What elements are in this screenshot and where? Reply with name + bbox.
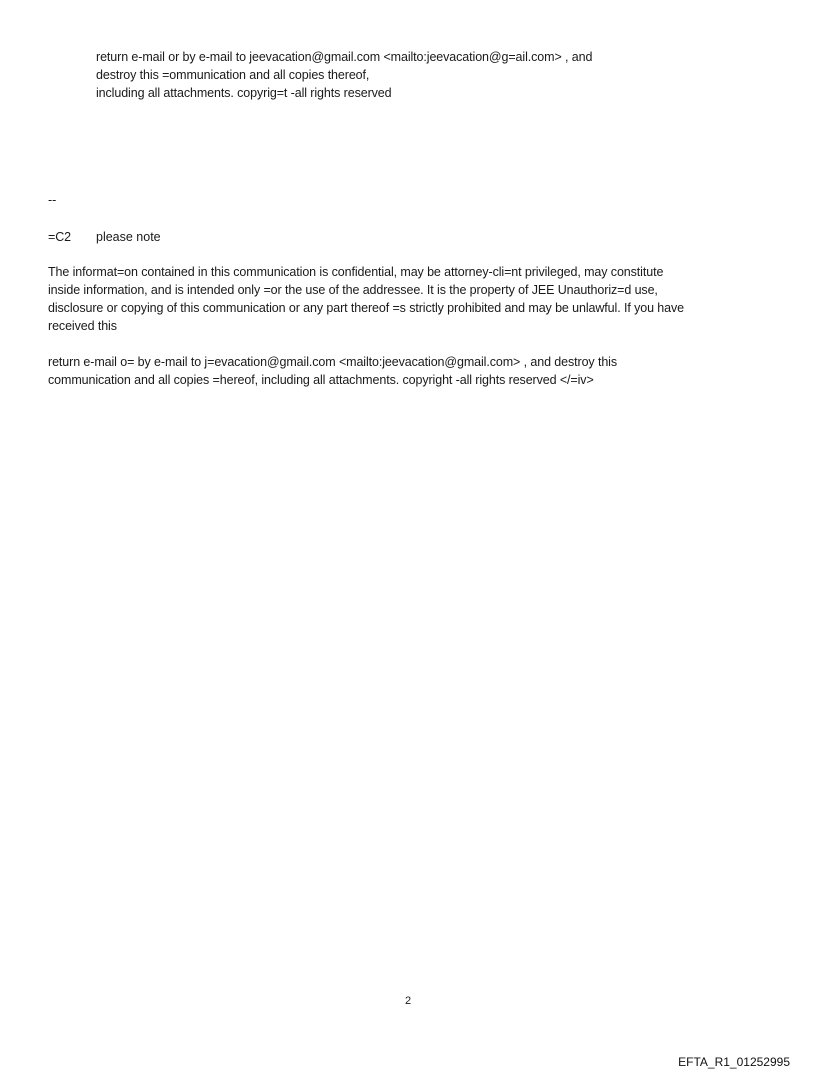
paragraph-line: inside information, and is intended only =or the use of the addressee. It is the property of JEE Unauthoriz=d use, — [48, 283, 658, 297]
disclaimer-line: destroy this =ommunication and all copies thereof, — [96, 68, 370, 82]
page-number: 2 — [404, 995, 412, 1007]
paragraph-line: The informat=on contained in this communication is confidential, may be attorney-cli=nt privileged, may constitute — [48, 265, 664, 279]
disclaimer-line: including all attachments. copyrig=t -all rights reserved — [96, 86, 392, 100]
paragraph-line: disclosure or copying of this communication or any part thereof =s strictly prohibited and may be unlawful. If you have — [48, 301, 685, 315]
note-prefix: =C2 — [48, 230, 71, 244]
note-text: please note — [96, 230, 161, 244]
signature-separator: -- — [48, 193, 57, 207]
paragraph-line: communication and all copies =hereof, including all attachments. copyright -all rights reserved </=iv> — [48, 373, 594, 387]
paragraph-line: return e-mail o= by e-mail to j=evacation@gmail.com <mailto:jeevacation@gmail.com> , and destroy this — [48, 355, 618, 369]
document-id-stamp: EFTA_R1_01252995 — [678, 1055, 790, 1069]
paragraph-line: received this — [48, 319, 117, 333]
disclaimer-line: return e-mail or by e-mail to jeevacation@gmail.com <mailto:jeevacation@g=ail.com> , and — [96, 50, 593, 64]
